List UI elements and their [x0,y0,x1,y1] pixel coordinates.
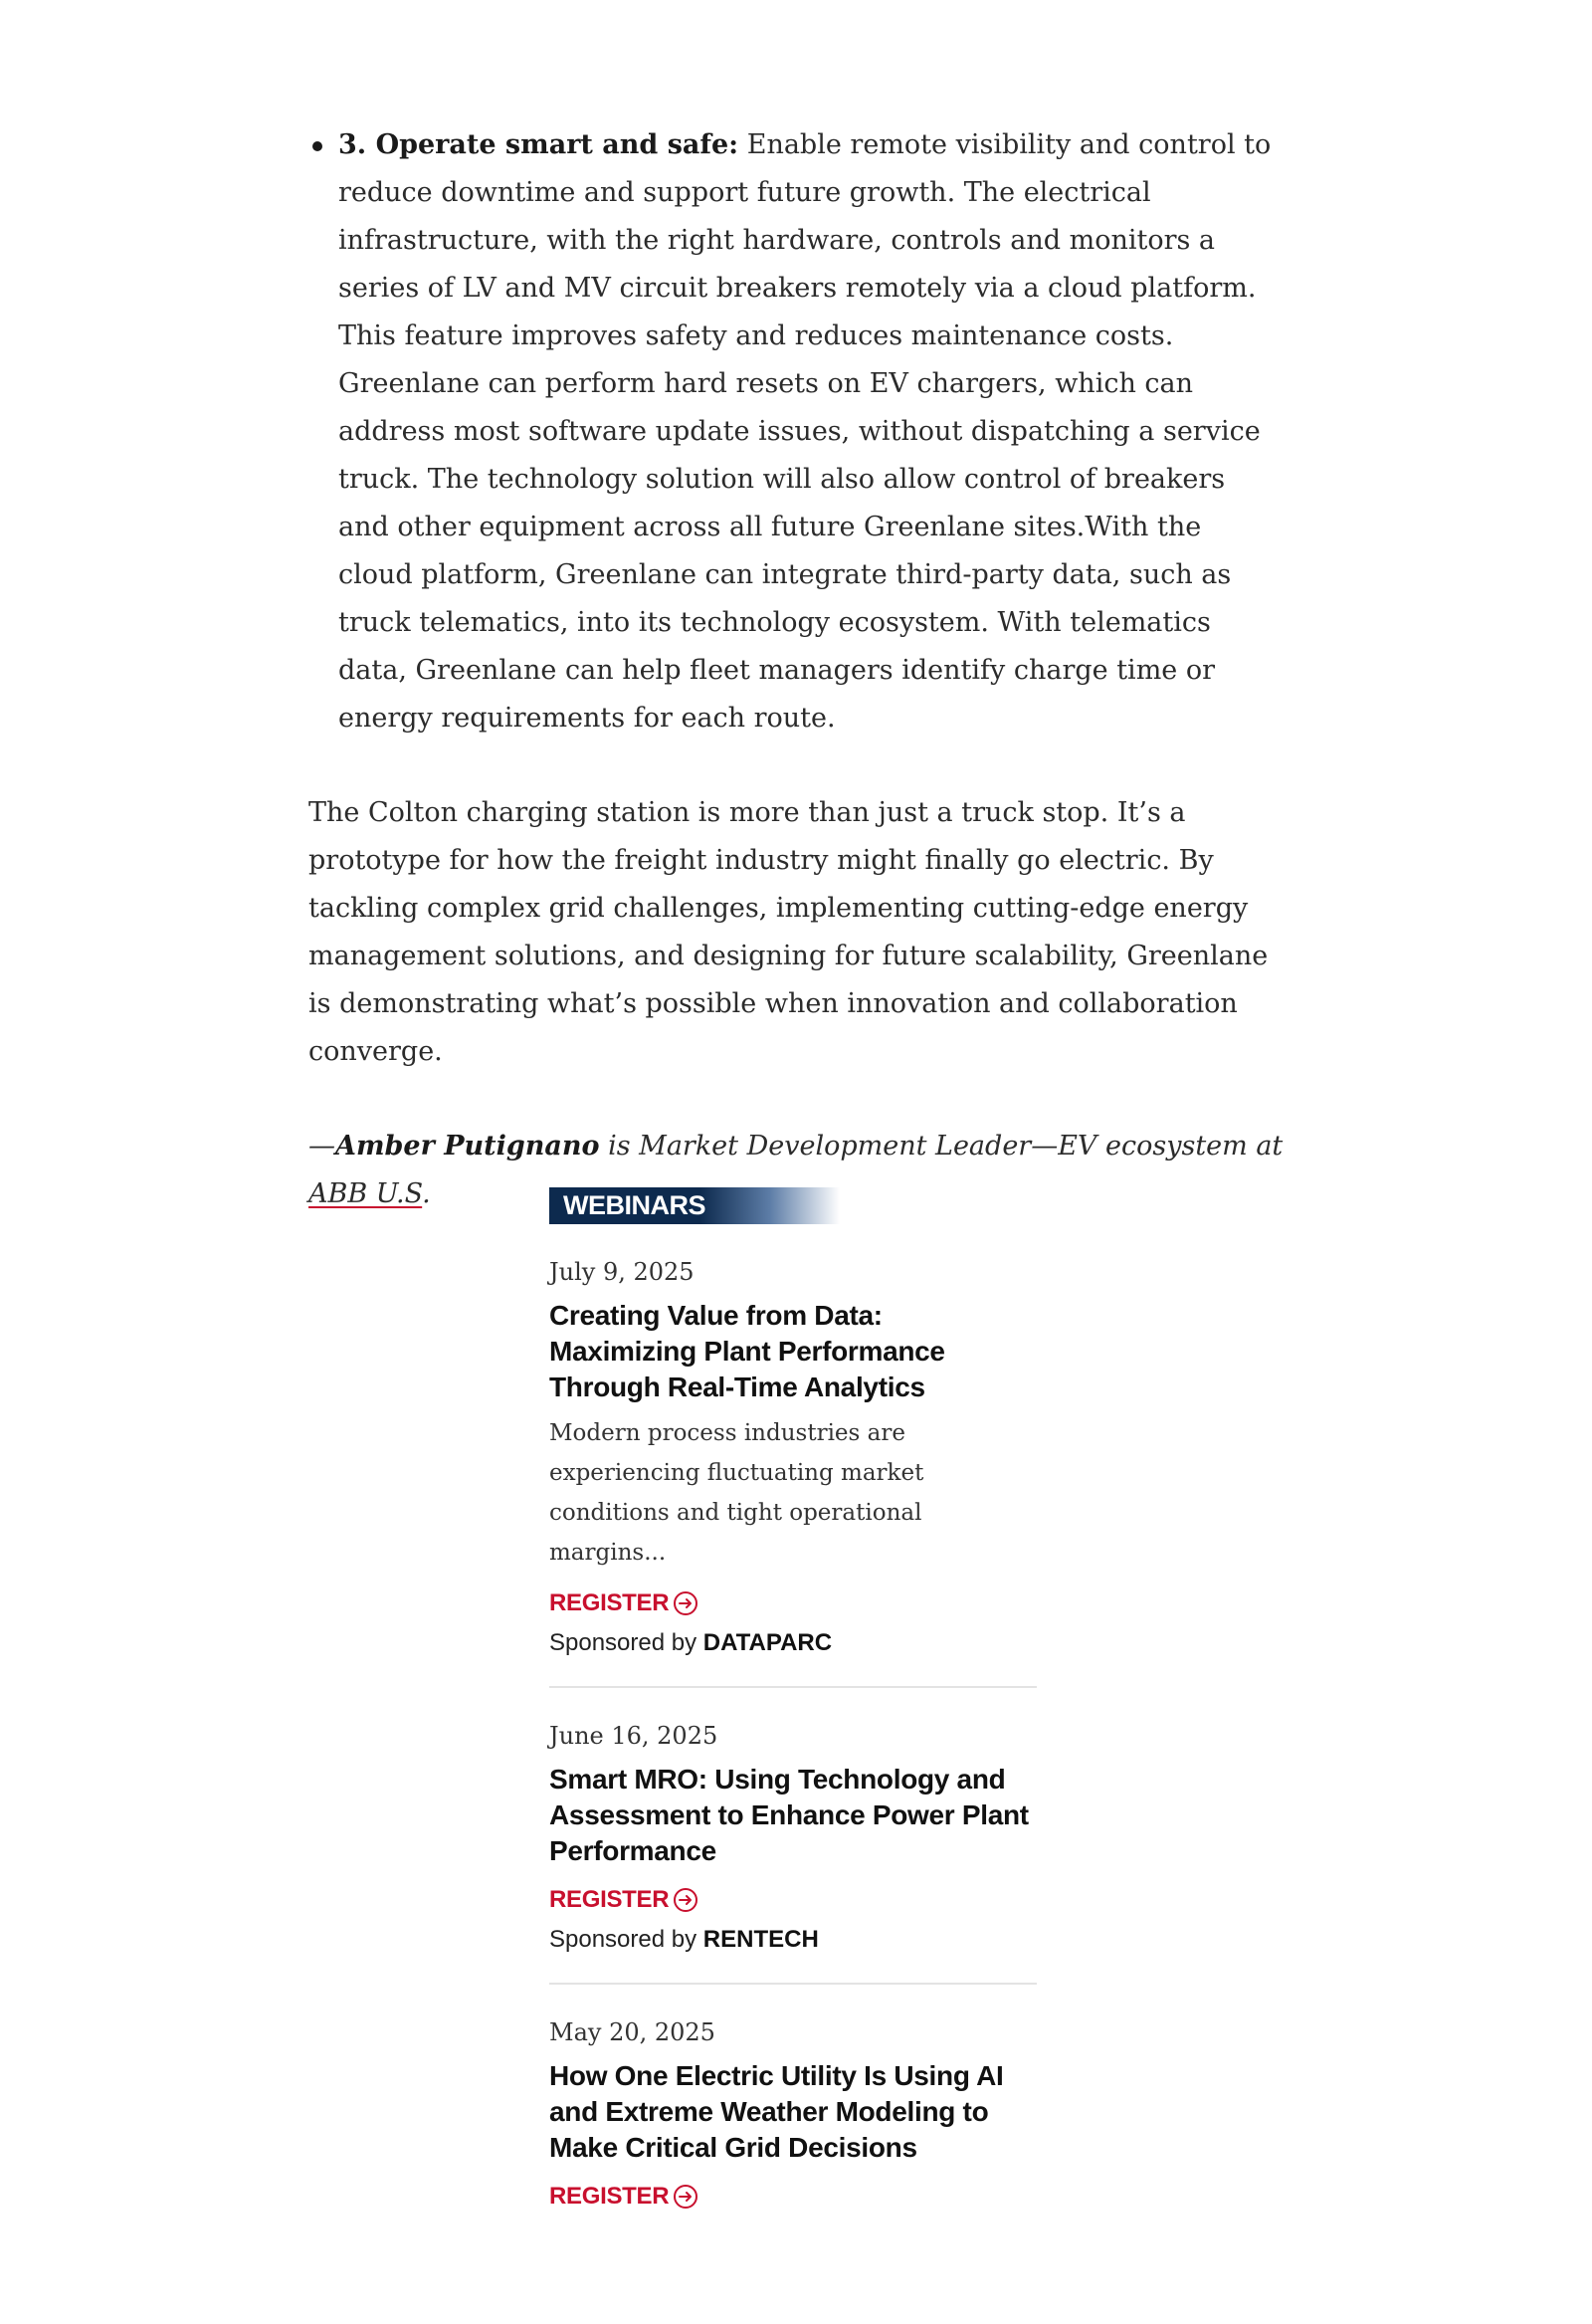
bullet-list [308,121,1284,742]
sponsor-prefix: Sponsored by [549,1926,703,1953]
sponsor-name: RENTECH [702,1926,819,1953]
sponsor-line [549,1626,1037,1660]
register-button[interactable] [549,1883,1037,1917]
register-label: REGISTER [549,1886,670,1913]
register-label: REGISTER [549,2183,670,2210]
bullet-text: Enable remote visibility and control to reduce downtime and support future growth. The electrical infrastructure, with the right hardware, controls and monitors a series of LV and MV circuit breakers remotely via a cloud platform. This feature improves safety and reduces maintenance costs. Greenlane can perform hard resets on EV chargers, which can address most software update issues, without dispatching a service truck. The technology solution will also allow control of breakers and other equipment across all future Greenlane sites.With the cloud platform, Greenlane can integrate third-party data, such as truck telematics, into its technology ecosystem. With telematics data, Greenlane can help fleet managers identify charge time or energy requirements for each route. [338,129,1272,734]
webinar-title[interactable]: How One Electric Utility Is Using AI and Extreme Weather Modeling to Make Critical Grid Decisions [549,2060,1004,2163]
bullet-lead: 3. Operate smart and safe: [338,129,739,160]
webinar-title[interactable]: Creating Value from Data: Maximizing Plant Performance Through Real-Time Analytics [549,1300,945,1402]
register-button[interactable] [549,1586,1037,1620]
author-role: is Market Development Leader—EV ecosystem at [599,1131,1284,1162]
webinar-date: May 20, 2025 [549,2018,715,2046]
byline-prefix: — [308,1131,335,1162]
webinar-item [549,1256,1037,1688]
webinars-widget [549,1187,1037,2239]
webinars-header: WEBINARS [549,1187,840,1224]
register-label: REGISTER [549,1589,670,1616]
webinar-date: June 16, 2025 [549,1722,718,1750]
bullet-item-operate-smart [308,121,1284,742]
arrow-circle-right-icon [673,2184,698,2210]
article-body [308,121,1284,1218]
sponsor-prefix: Sponsored by [549,1629,703,1656]
arrow-circle-right-icon [673,1590,698,1616]
arrow-circle-right-icon [673,1887,698,1913]
webinar-title[interactable]: Smart MRO: Using Technology and Assessment to Enhance Power Plant Performance [549,1764,1029,1866]
author-name: Amber Putignano [335,1131,600,1162]
bullet-dot-icon [312,141,322,151]
webinar-item [549,2016,1037,2239]
webinar-date: July 9, 2025 [549,1258,695,1286]
sponsor-name: DATAPARC [702,1629,833,1656]
webinar-item [549,1720,1037,1985]
webinar-description: Modern process industries are experiencing fluctuating market conditions and tight operational margins... [549,1420,924,1566]
byline-suffix: . [422,1178,431,1209]
company-link[interactable]: ABB U.S [308,1178,423,1209]
sponsor-line [549,1923,1037,1957]
closing-paragraph: The Colton charging station is more than just a truck stop. It’s a prototype for how the freight industry might finally go electric. By tackling complex grid challenges, implementing cutting-edge energy management solutions, and designing for future scalability, Greenlane is demonstrating what’s possible when innovation and collaboration converge. [308,797,1269,1067]
register-button[interactable] [549,2180,1037,2214]
